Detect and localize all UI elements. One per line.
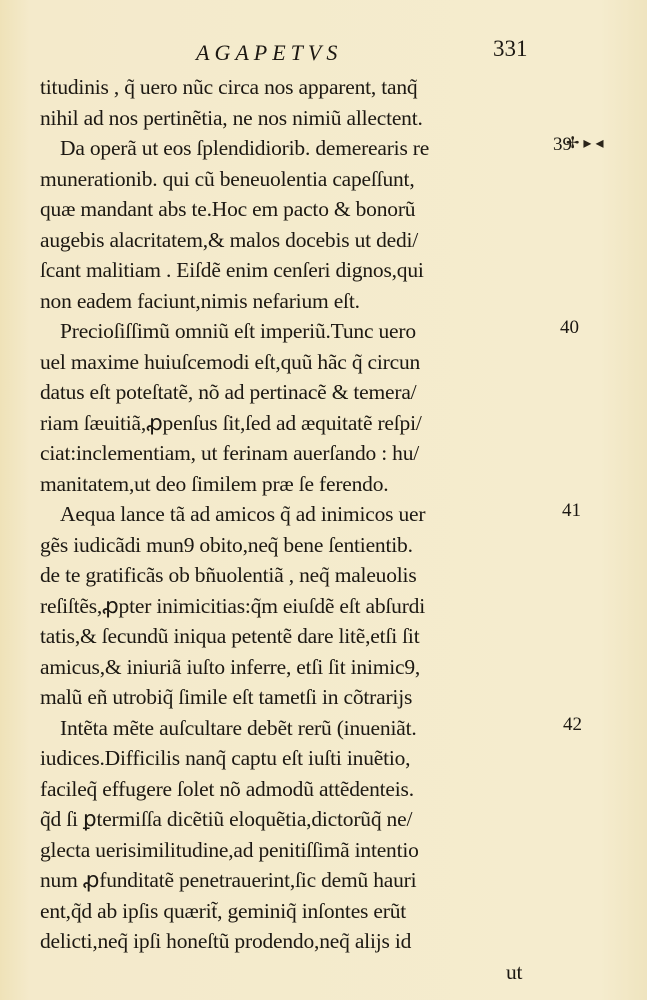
text-line: Aequa lance tã ad amicos q̃ ad inimicos uer: [60, 502, 426, 526]
text-line: malũ eñ utrobiq̃ ſimile eſt tametſi in cõtrarijs: [40, 685, 413, 709]
text-line: nihil ad nos pertinẽtia, ne nos nimiũ allectent.: [40, 105, 423, 130]
running-head: AGAPETVS: [196, 40, 343, 65]
text-line: reſiſtẽs,ꝓpter inimicitias:q̃m eiuſdẽ eſt abſurdi: [40, 593, 425, 618]
text-line: datus eſt poteſtatẽ, nõ ad pertinacẽ & temera/: [40, 380, 417, 404]
text-line: Da operã ut eos ſplendidiorib. demerearis re: [60, 136, 430, 160]
page-number: 331: [493, 36, 528, 61]
text-line: de te gratificãs ob bñuolentiã , neq̃ maleuolis: [40, 563, 417, 587]
text-line: non eadem faciunt,nimis nefarium eſt.: [40, 288, 360, 313]
text-line: ciat:inclementiam, ut ferinam auerſando : hu/: [40, 441, 420, 465]
catchword: ut: [506, 959, 523, 984]
text-line: manitatem,ut deo ſimilem præ ſe ferendo.: [40, 471, 389, 496]
text-line: iudices.Difficilis nanq̃ captu eſt iuſti inuẽtio,: [40, 746, 411, 770]
text-line: q̃d ſi ꝑtermiſſa dicẽtiũ eloquẽtia,dictorũq̃ ne/: [40, 807, 413, 831]
text-line: ſcant malitiam . Eiſdẽ enim cenſeri dignos,qui: [40, 258, 424, 282]
text-line: riam ſæuitiã,ꝓpenſus ſit,ſed ad æquitatẽ reſpi/: [40, 410, 422, 435]
text-line: titudinis , q̃ uero nũc circa nos apparent, tanq̃: [40, 75, 418, 99]
text-line: amicus,& iniuriã iuſto inferre, etſi ſit inimic9,: [40, 654, 421, 679]
text-line: ent,q̃d ab ipſis quærit̃, geminiq̃ inſontes erũt: [40, 898, 407, 923]
text-line: num ꝓfunditatẽ penetrauerint,ſic demũ hauri: [40, 868, 417, 892]
margin-number: 39: [553, 134, 572, 155]
text-line: gẽs iudicãdi mun9 obito,neq̃ bene ſentientib.: [40, 532, 413, 557]
text-line: munerationib. qui cũ beneuolentia capeſſunt,: [40, 166, 415, 191]
page-header: [0, 34, 647, 66]
text-line: glecta uerisimilitudine,ad penitiſſimã intentio: [40, 837, 419, 862]
text-line: Precioſiſſimũ omniũ eſt imperiũ.Tunc uero: [60, 319, 416, 343]
text-line: augebis alacritatem,& malos docebis ut dedi/: [40, 227, 419, 252]
margin-number: 40: [560, 317, 579, 338]
text-line: facileq̃ effugere ſolet nõ admodũ attẽdenteis.: [40, 776, 414, 801]
margin-number: 42: [563, 713, 582, 735]
body-text: [40, 72, 540, 987]
marginal-mark: ✢ ▸ ◂: [566, 135, 604, 152]
margin-number: 41: [562, 500, 581, 521]
text-line: Intẽta mẽte auſcultare debẽt rerũ (inueniãt.: [60, 715, 417, 740]
text-line: tatis,& ſecundũ iniqua petentẽ dare litẽ,etſi ſit: [40, 624, 420, 648]
text-line: uel maxime huiuſcemodi eſt,quũ hãc q̃ circun: [40, 349, 421, 374]
text-line: delicti,neq̃ ipſi honeſtũ prodendo,neq̃ alijs id: [40, 929, 412, 953]
text-line: quæ mandant abs te.Hoc em pacto & bonorũ: [40, 197, 416, 221]
